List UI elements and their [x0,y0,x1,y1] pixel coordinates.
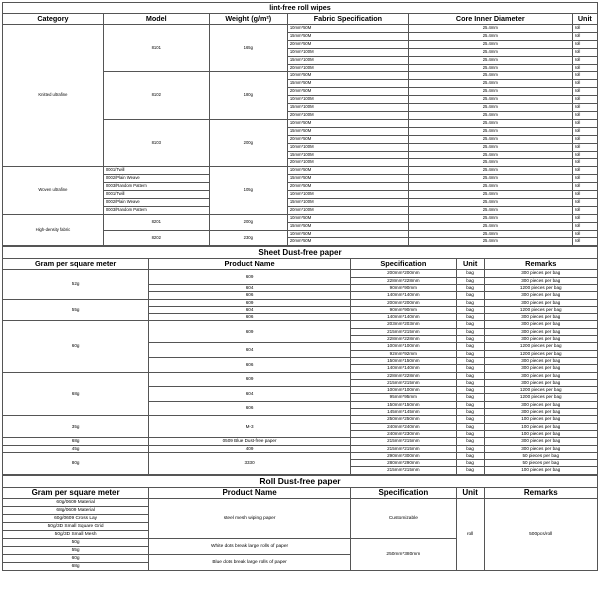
fabric-spec-cell: 10mm*50M [287,214,408,222]
unit-cell: bag [456,343,484,350]
unit-cell: bag [456,277,484,284]
core-diameter-cell: 25.4mm [408,151,572,159]
unit-cell: roll [572,238,597,246]
sheet-paper-table [2,246,598,474]
core-diameter-cell: 25.4mm [408,191,572,199]
core-diameter-cell: 25.4mm [408,72,572,80]
gram-cell: 50g/3D Small Mesh [3,530,149,538]
fabric-spec-cell: 15mm*100M [287,151,408,159]
model-cell: 0001/Twill [103,191,209,199]
product-name-cell: 609 [149,372,351,387]
product-name-cell: 609 [149,321,351,343]
gram-cell: 35g [3,416,149,438]
fabric-spec-cell: 20mm*100M [287,206,408,214]
unit-cell: roll [572,230,597,238]
product-name-cell: 0509 Blue Dust-free paper [149,438,351,445]
category-cell: Knitted ultrafine [3,25,104,167]
fabric-spec-cell: 10mm*100M [287,48,408,56]
roll-paper-title: Roll Dust-free paper [3,475,598,487]
table-row [3,445,598,452]
unit-cell: bag [456,423,484,430]
table-row [3,416,598,423]
remarks-cell: 300 pieces per bag [484,379,598,386]
remarks-cell: 50 pieces per bag [484,452,598,459]
specification-cell: 100mm*100mm [350,387,456,394]
column-header: Unit [456,259,484,270]
fabric-spec-cell: 20mm*50M [287,40,408,48]
unit-cell: roll [572,119,597,127]
sheet-paper-title: Sheet Dust-free paper [3,247,598,259]
remarks-cell: 300 pieces per bag [484,270,598,277]
remarks-cell: 1200 pieces per bag [484,350,598,357]
specification-cell: 215mm*215mm [350,379,456,386]
product-name-cell: 609 [149,270,351,285]
fabric-spec-cell: 20mm*50M [287,183,408,191]
unit-cell: bag [456,452,484,459]
fabric-spec-cell: 10mm*100M [287,96,408,104]
fabric-spec-cell: 20mm*100M [287,111,408,119]
product-name-cell: 606 [149,314,351,321]
unit-cell: roll [572,151,597,159]
remarks-cell: 50 pieces per bag [484,460,598,467]
unit-cell: roll [572,32,597,40]
product-name-cell: 3330 [149,452,351,474]
unit-cell: roll [572,135,597,143]
unit-cell: roll [572,56,597,64]
unit-cell: roll [572,159,597,167]
fabric-spec-cell: 20mm*100M [287,159,408,167]
remarks-cell: 300 pieces per bag [484,321,598,328]
fabric-spec-cell: 10mm*50M [287,25,408,33]
model-cell: 0001/Twill [103,167,209,175]
fabric-spec-cell: 20mm*50M [287,88,408,96]
unit-cell: bag [456,401,484,408]
weight-cell: 200g [209,119,287,166]
product-name-cell: 609 [149,299,351,306]
core-diameter-cell: 25.4mm [408,143,572,151]
page [2,2,598,571]
specification-cell: 145mm*145mm [350,409,456,416]
table-row [3,25,598,33]
gram-cell: 45g [3,445,149,452]
unit-cell: roll [572,64,597,72]
fabric-spec-cell: 10mm*100M [287,191,408,199]
fabric-spec-cell: 15mm*50M [287,80,408,88]
column-header: Model [103,14,209,25]
specification-cell: 100mm*100mm [350,343,456,350]
gram-cell: 60g [3,321,149,372]
weight-cell: 230g [209,230,287,246]
column-header: Product Name [149,259,351,270]
fabric-spec-cell: 10mm*50M [287,230,408,238]
unit-cell: bag [456,365,484,372]
remarks-cell: 1200 pieces per bag [484,343,598,350]
table-row [3,372,598,379]
unit-cell: bag [456,306,484,313]
product-name-cell: 604 [149,343,351,358]
specification-cell: 200mm*200mm [350,299,456,306]
core-diameter-cell: 25.4mm [408,214,572,222]
table-row [3,498,598,506]
column-header: Category [3,14,104,25]
table-row [3,438,598,445]
unit-cell: bag [456,387,484,394]
core-diameter-cell: 25.4mm [408,135,572,143]
gram-cell: 50g/3D Small Square Grid [3,522,149,530]
unit-cell: roll [572,72,597,80]
specification-cell: 95mm*95mm [350,394,456,401]
fabric-spec-cell: 15mm*50M [287,32,408,40]
gram-cell: 50g [3,538,149,546]
specification-cell: 240mm*240mm [350,423,456,430]
unit-cell: bag [456,292,484,299]
fabric-spec-cell: 10mm*50M [287,167,408,175]
gram-cell: 60g/0609 Material [3,498,149,506]
core-diameter-cell: 25.4mm [408,175,572,183]
table-row [3,321,598,328]
core-diameter-cell: 25.4mm [408,32,572,40]
column-header: Unit [456,487,484,498]
unit-cell: bag [456,379,484,386]
fabric-spec-cell: 15mm*50M [287,175,408,183]
model-cell: 8202 [103,230,209,246]
column-header: Specification [350,487,456,498]
core-diameter-cell: 25.4mm [408,104,572,112]
remarks-cell: 1200 pieces per bag [484,394,598,401]
model-cell: 0003/Random Pattern [103,206,209,214]
unit-cell: bag [456,299,484,306]
column-header: Remarks [484,487,598,498]
column-header: Product Name [149,487,351,498]
unit-cell: roll [572,191,597,199]
column-header: Gram per square meter [3,259,149,270]
remarks-cell: 300 pieces per bag [484,357,598,364]
specification-cell: 92mm*92mm [350,350,456,357]
remarks-cell: 1200 pieces per bag [484,284,598,291]
product-name-cell: 606 [149,401,351,416]
unit-cell: bag [456,467,484,474]
weight-cell: 200g [209,214,287,230]
core-diameter-cell: 25.4mm [408,80,572,88]
product-name-cell: 604 [149,387,351,402]
remarks-cell: 1200 pieces per bag [484,306,598,313]
remarks-cell: 100 pieces per bag [484,423,598,430]
specification-cell: 290mm*300mm [350,452,456,459]
model-cell: 0003/Random Pattern [103,183,209,191]
product-name-cell: 604 [149,284,351,291]
remarks-cell: 300 pieces per bag [484,372,598,379]
table-row [3,270,598,277]
gram-cell: 68g/0609 Material [3,506,149,514]
core-diameter-cell: 25.4mm [408,40,572,48]
specification-cell: 228mm*228mm [350,372,456,379]
unit-cell: roll [572,48,597,56]
roll-paper-table [2,475,598,571]
remarks-cell: 300 pieces per bag [484,299,598,306]
unit-cell: bag [456,350,484,357]
unit-cell: roll [572,80,597,88]
fabric-spec-cell: 15mm*50M [287,127,408,135]
specification-cell: 228mm*228mm [350,277,456,284]
unit-cell: bag [456,445,484,452]
unit-cell: bag [456,336,484,343]
column-header: Specification [350,259,456,270]
roll-wipes-title: lint-free roll wipes [3,3,598,14]
unit-cell: bag [456,270,484,277]
remarks-cell: 300 pieces per bag [484,438,598,445]
fabric-spec-cell: 20mm*50M [287,238,408,246]
table-row [3,452,598,459]
unit-cell: roll [572,40,597,48]
column-header: Core Inner Diameter [408,14,572,25]
core-diameter-cell: 25.4mm [408,167,572,175]
core-diameter-cell: 25.4mm [408,198,572,206]
table-row [3,167,598,175]
unit-cell: roll [572,175,597,183]
unit-cell: bag [456,357,484,364]
column-header: Unit [572,14,597,25]
unit-cell: roll [572,222,597,230]
gram-cell: 80g [3,452,149,474]
unit-cell: roll [572,167,597,175]
unit-cell: bag [456,284,484,291]
core-diameter-cell: 25.4mm [408,88,572,96]
unit-cell: bag [456,438,484,445]
fabric-spec-cell: 15mm*100M [287,56,408,64]
product-name-cell: steel mesh wiping paper [149,498,351,538]
core-diameter-cell: 25.4mm [408,159,572,167]
unit-cell: bag [456,314,484,321]
header-row [3,487,598,498]
core-diameter-cell: 25.4mm [408,96,572,104]
column-header: Weight (g/m²) [209,14,287,25]
specification-cell: 150mm*150mm [350,357,456,364]
specification-cell: Customizable [350,498,456,538]
category-cell: High-density fabric [3,214,104,246]
specification-cell: 90mm*90mm [350,306,456,313]
roll-wipes-table [2,2,598,246]
specification-cell: 140mm*140mm [350,292,456,299]
model-cell: 8101 [103,25,209,72]
unit-cell: roll [456,498,484,570]
specification-cell: 140mm*140mm [350,314,456,321]
specification-cell: 203mm*203mm [350,321,456,328]
unit-cell: bag [456,430,484,437]
unit-cell: roll [572,127,597,135]
specification-cell: 140mm*140mm [350,365,456,372]
core-diameter-cell: 25.4mm [408,206,572,214]
fabric-spec-cell: 20mm*100M [287,64,408,72]
core-diameter-cell: 25.4mm [408,238,572,246]
product-name-cell: 606 [149,357,351,372]
core-diameter-cell: 25.4mm [408,230,572,238]
specification-cell: 215mm*215mm [350,445,456,452]
unit-cell: roll [572,111,597,119]
unit-cell: bag [456,416,484,423]
remarks-cell: 300 pieces per bag [484,445,598,452]
core-diameter-cell: 25.4mm [408,56,572,64]
fabric-spec-cell: 10mm*50M [287,119,408,127]
fabric-spec-cell: 15mm*100M [287,198,408,206]
specification-cell: 228mm*228mm [350,336,456,343]
unit-cell: bag [456,321,484,328]
category-cell: Woven ultrafine [3,167,104,214]
remarks-cell: 300 pieces per bag [484,336,598,343]
core-diameter-cell: 25.4mm [408,64,572,72]
unit-cell: roll [572,88,597,96]
unit-cell: roll [572,198,597,206]
product-name-cell: 606 [149,292,351,299]
weight-cell: 180g [209,72,287,119]
gram-cell: 68g [3,438,149,445]
remarks-cell: 1200 pieces per bag [484,387,598,394]
table-row [3,299,598,306]
column-header: Fabric Specification [287,14,408,25]
remarks-cell: 500pcs/roll [484,498,598,570]
weight-cell: 165g [209,25,287,72]
model-cell: 8201 [103,214,209,230]
core-diameter-cell: 25.4mm [408,183,572,191]
specification-cell: 240mm*230mm [350,430,456,437]
column-header: Gram per square meter [3,487,149,498]
remarks-cell: 300 pieces per bag [484,292,598,299]
gram-cell: 68g [3,372,149,416]
unit-cell: roll [572,183,597,191]
remarks-cell: 300 pieces per bag [484,314,598,321]
core-diameter-cell: 25.4mm [408,222,572,230]
gram-cell: 60g/0609 Cross Lay [3,514,149,522]
gram-cell: 60g [3,554,149,562]
remarks-cell: 100 pieces per bag [484,416,598,423]
gram-cell: 55g [3,299,149,321]
model-cell: 8102 [103,72,209,119]
gram-cell: 68g [3,562,149,570]
model-cell: 8103 [103,119,209,166]
fabric-spec-cell: 10mm*100M [287,143,408,151]
specification-cell: 215mm*215mm [350,438,456,445]
remarks-cell: 300 pieces per bag [484,328,598,335]
product-name-cell: M-3 [149,416,351,438]
specification-cell: 90mm*90mm [350,284,456,291]
fabric-spec-cell: 20mm*50M [287,135,408,143]
specification-cell: 200mm*200mm [350,270,456,277]
column-header: Remarks [484,259,598,270]
header-row [3,14,598,25]
core-diameter-cell: 25.4mm [408,25,572,33]
specification-cell: 280mm*290mm [350,460,456,467]
remarks-cell: 100 pieces per bag [484,467,598,474]
remarks-cell: 100 pieces per bag [484,430,598,437]
core-diameter-cell: 25.4mm [408,119,572,127]
product-name-cell: 409 [149,445,351,452]
specification-cell: 250mm*250mm [350,416,456,423]
unit-cell: bag [456,328,484,335]
weight-cell: 105g [209,167,287,214]
unit-cell: bag [456,460,484,467]
gram-cell: 55g [3,546,149,554]
model-cell: 0002/Plain Weave [103,198,209,206]
unit-cell: bag [456,394,484,401]
unit-cell: roll [572,96,597,104]
product-name-cell: Blue dots break large rolls of paper [149,554,351,570]
remarks-cell: 300 pieces per bag [484,409,598,416]
product-name-cell: 604 [149,306,351,313]
model-cell: 0002/Plain Weave [103,175,209,183]
product-name-cell: White dots break large rolls of paper [149,538,351,554]
fabric-spec-cell: 15mm*50M [287,222,408,230]
unit-cell: roll [572,206,597,214]
core-diameter-cell: 25.4mm [408,48,572,56]
unit-cell: bag [456,372,484,379]
unit-cell: bag [456,409,484,416]
fabric-spec-cell: 10mm*50M [287,72,408,80]
specification-cell: 215mm*215mm [350,467,456,474]
header-row [3,259,598,270]
core-diameter-cell: 25.4mm [408,111,572,119]
remarks-cell: 300 pieces per bag [484,365,598,372]
specification-cell: 150mm*150mm [350,401,456,408]
core-diameter-cell: 25.4mm [408,127,572,135]
remarks-cell: 300 pieces per bag [484,401,598,408]
specification-cell: 250mm*380mm [350,538,456,570]
unit-cell: roll [572,143,597,151]
unit-cell: roll [572,104,597,112]
table-row [3,214,598,222]
unit-cell: roll [572,214,597,222]
unit-cell: roll [572,25,597,33]
fabric-spec-cell: 15mm*100M [287,104,408,112]
gram-cell: 52g [3,270,149,299]
remarks-cell: 300 pieces per bag [484,277,598,284]
specification-cell: 215mm*215mm [350,328,456,335]
